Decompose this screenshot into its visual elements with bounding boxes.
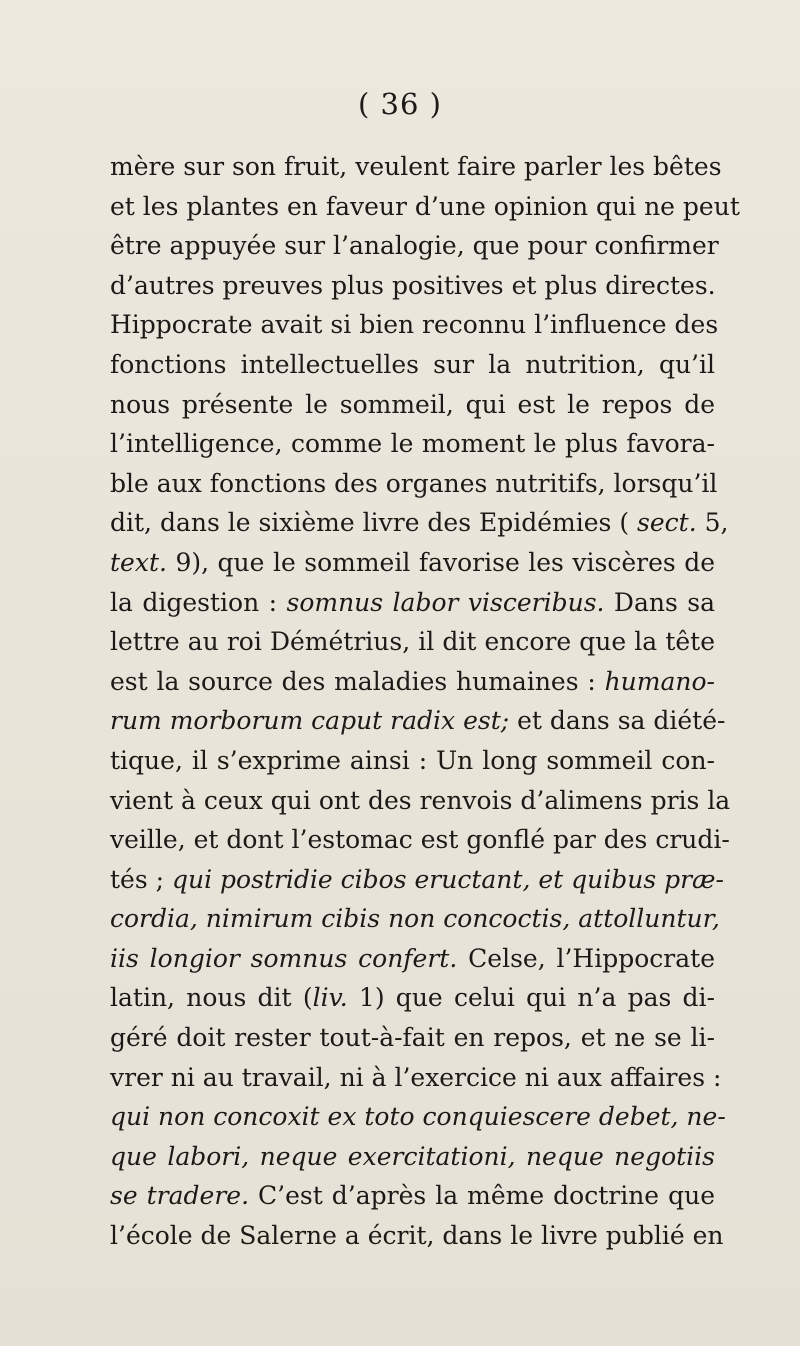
text-segment: géré doit rester tout-à-fait en repos, et ne se li- — [110, 1023, 715, 1053]
text-segment: fonctions intellectuelles sur la nutrition, qu’il — [110, 349, 715, 379]
italic-text: humano- — [604, 666, 715, 696]
text-segment: veille, et dont l’estomac est gonflé par des crudi- — [110, 825, 730, 855]
text-line — [110, 464, 718, 504]
italic-text: se tradere. — [110, 1181, 250, 1211]
text-line — [110, 187, 740, 227]
text-segment: être appuyée sur l’analogie, que pour confirmer — [110, 231, 719, 261]
text-line — [110, 978, 715, 1018]
italic-text: sect. — [637, 508, 697, 538]
text-line — [110, 1216, 724, 1256]
text-line — [110, 385, 715, 425]
text-line — [110, 424, 715, 464]
text-line — [110, 1058, 722, 1098]
text-line — [110, 503, 729, 543]
italic-text: cordia, nimirum cibis non concoctis, attolluntur, — [110, 904, 720, 934]
text-segment: vient à ceux qui ont des renvois d’alimens pris la — [110, 785, 731, 815]
text-line — [110, 543, 715, 583]
italic-text: que labori, neque exercitationi, neque negotiis — [110, 1141, 715, 1171]
text-segment: la digestion : — [110, 587, 287, 617]
text-segment: C’est d’après la même doctrine que — [249, 1181, 715, 1211]
page-number: ( 36 ) — [358, 87, 442, 121]
text-segment: Hippocrate avait si bien reconnu l’influence des — [110, 310, 719, 340]
text-line — [110, 1176, 715, 1216]
text-segment: lettre au roi Démétrius, il dit encore que la tête — [110, 627, 715, 657]
italic-text: qui postridie cibos eructant, et quibus præ- — [172, 864, 725, 894]
text-line — [110, 345, 715, 385]
text-segment: et dans sa diété- — [509, 706, 726, 736]
text-line — [110, 820, 730, 860]
text-segment: Celse, l’Hippocrate — [457, 943, 715, 973]
text-segment: Dans sa — [604, 587, 715, 617]
italic-text: somnus labor visceribus. — [286, 587, 605, 617]
italic-text: rum morborum caput radix est; — [110, 706, 510, 736]
text-segment: vrer ni au travail, ni à l’exercice ni aux affaires : — [110, 1062, 722, 1092]
text-line — [110, 860, 725, 900]
text-segment: dit, dans le sixième livre des Epidémies ( — [110, 508, 638, 538]
text-line — [110, 147, 722, 187]
text-segment: l’école de Salerne a écrit, dans le livre publié en — [110, 1221, 724, 1251]
text-segment: est la source des maladies humaines : — [110, 666, 605, 696]
text-line — [110, 1018, 715, 1058]
text-line — [110, 266, 715, 306]
italic-text: text. — [110, 547, 167, 577]
text-line — [110, 939, 715, 979]
text-segment: 1) que celui qui n’a pas di- — [347, 983, 716, 1013]
text-line — [110, 226, 719, 266]
text-segment: latin, nous dit ( — [110, 983, 313, 1013]
text-segment: tique, il s’exprime ainsi : Un long sommeil con- — [110, 745, 715, 775]
text-segment: 9), que le sommeil favorise les viscères de — [166, 547, 715, 577]
body-text — [110, 147, 740, 1256]
text-line — [110, 1097, 726, 1137]
text-line — [110, 662, 715, 702]
text-line — [110, 781, 731, 821]
text-segment: l’intelligence, comme le moment le plus favora- — [110, 429, 715, 459]
text-segment: ble aux fonctions des organes nutritifs, lorsqu’il — [110, 468, 718, 498]
text-line — [110, 305, 719, 345]
text-line — [110, 622, 715, 662]
text-segment: 5, — [696, 508, 729, 538]
text-segment: tés ; — [110, 864, 172, 894]
italic-text: liv. — [312, 983, 348, 1013]
text-segment: nous présente le sommeil, qui est le repos de — [110, 389, 715, 419]
text-line — [110, 741, 715, 781]
text-line — [110, 701, 726, 741]
text-line — [110, 899, 720, 939]
text-line — [110, 1137, 715, 1177]
italic-text: iis longior somnus confert. — [110, 943, 458, 973]
italic-text: qui non concoxit ex toto conquiescere debet, ne- — [110, 1102, 726, 1132]
text-line — [110, 583, 715, 623]
text-segment: mère sur son fruit, veulent faire parler les bêtes — [110, 152, 722, 181]
text-segment: d’autres preuves plus positives et plus directes. — [110, 270, 716, 300]
text-segment: et les plantes en faveur d’une opinion qui ne peut — [110, 191, 740, 221]
